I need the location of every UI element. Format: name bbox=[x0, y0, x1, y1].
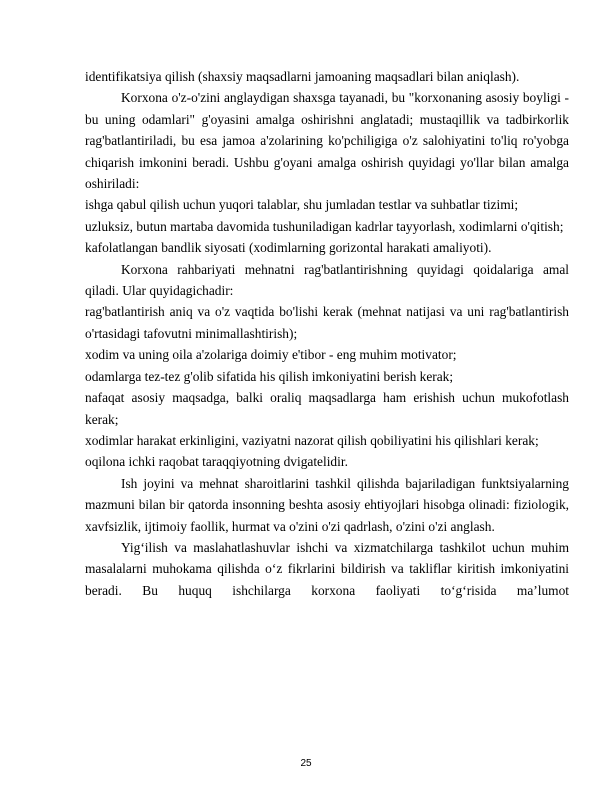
page-number: 25 bbox=[300, 758, 312, 769]
list-item-family-attention: xodim va uning oila a'zolariga doimiy e'tibor - eng muhim motivator; bbox=[85, 347, 457, 363]
list-item-timely-incentive: rag'batlantirish aniq va o'z vaqtida bo'lishi kerak (mehnat natijasi va uni rag'batlantirish o'rtasidagi tafovutni minimallashtirish); bbox=[85, 304, 569, 341]
paragraph-self-aware-person: Korxona o'z-o'zini anglaydigan shaxsga tayanadi, bu "korxonaning asosiy boyligi - bu uning odamlari" g'oyasini amalga oshirishni anglatadi; mustaqillik va tadbirkorlik rag'batlantiriladi, bu esa jamoa a'zolarining ko'pchiligiga o'z salohiyatini to'liq ro'yobga chiqarish imkonini beradi. Ushbu g'oyani amalga oshirish quyidagi yo'llar bilan amalga oshiriladi: bbox=[85, 90, 569, 192]
paragraph-workplace-needs: Ish joyini va mehnat sharoitlarini tashkil qilishda bajariladigan funktsiyalarning mazmuni bilan bir qatorda insonning beshta asosiy ehtiyojlari hisobga olinadi: fiziologik, xavfsizlik, ijtimoiy faollik, hurmat va o'zini o'zi qadrlash, o'zini o'zi anglash. bbox=[85, 475, 569, 534]
document-body bbox=[85, 66, 569, 601]
list-item-intermediate-goals: nafaqat asosiy maqsadga, balki oraliq maqsadlarga ham erishish uchun mukofotlash kerak; bbox=[85, 390, 569, 427]
list-item-winner-feeling: odamlarga tez-tez g'olib sifatida his qilish imkoniyatini berish kerak; bbox=[85, 368, 454, 384]
paragraph-identification: identifikatsiya qilish (shaxsiy maqsadlarni jamoaning maqsadlari bilan aniqlash). bbox=[85, 69, 520, 84]
list-item-employment-policy: kafolatlangan bandlik siyosati (xodimlarning gorizontal harakati amaliyoti). bbox=[85, 240, 492, 256]
paragraph-meetings: Yig‘ilish va maslahatlashuvlar ishchi va xizmatchilarga tashkilot uchun muhim masalalarni muhokama qilishda o‘z fikrlarini bildirish va takliflar kiritish imkoniyatini beradi. Bu huquq ishchilarga korxona faoliyati to‘g‘risida ma’lumot bbox=[85, 539, 569, 598]
list-item-training: uzluksiz, butun martaba davomida tushuniladigan kadrlar tayyorlash, xodimlarni o'qitish; bbox=[85, 218, 564, 234]
list-item-internal-competition: oqilona ichki raqobat taraqqiyotning dvigatelidir. bbox=[85, 454, 348, 470]
list-item-freedom-of-action: xodimlar harakat erkinligini, vaziyatni nazorat qilish qobiliyatini his qilishlari kerak; bbox=[85, 432, 539, 448]
paragraph-management-rules: Korxona rahbariyati mehnatni rag'batlantirishning quyidagi qoidalariga amal qiladi. Ular quyidagichadir: bbox=[85, 261, 569, 299]
list-item-hiring: ishga qabul qilish uchun yuqori talablar, shu jumladan testlar va suhbatlar tizimi; bbox=[85, 197, 519, 213]
